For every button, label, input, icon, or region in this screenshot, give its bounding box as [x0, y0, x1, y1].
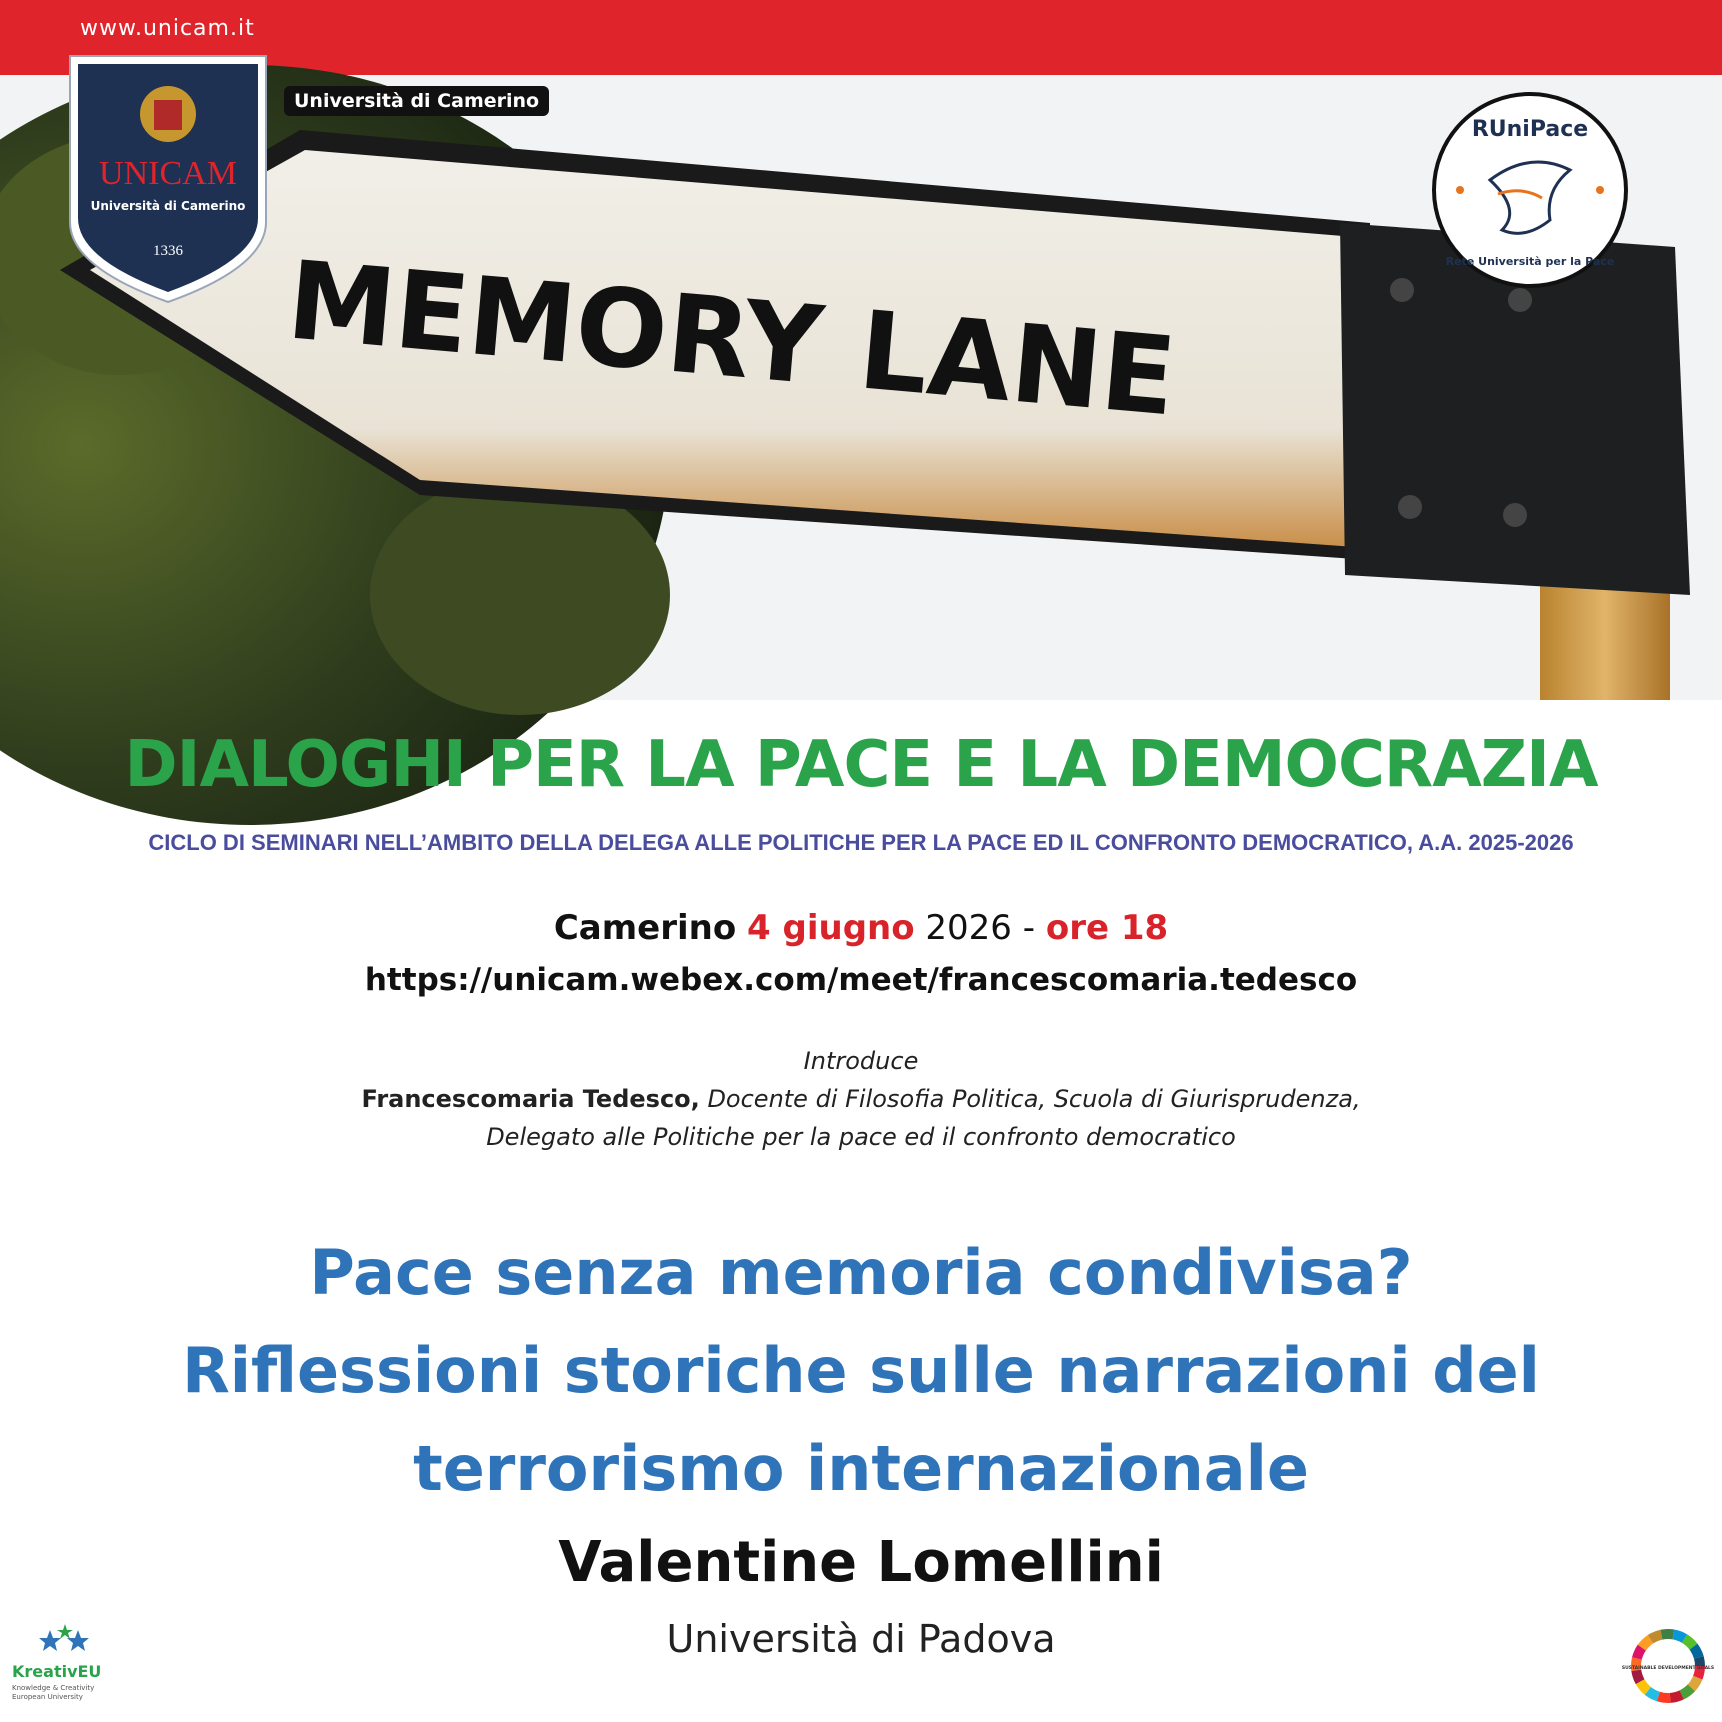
svg-text:SUSTAINABLE DEVELOPMENT GOALS: SUSTAINABLE DEVELOPMENT GOALS	[1621, 1666, 1715, 1671]
event-year: 2026	[925, 908, 1012, 948]
speaker-name: Valentine Lomellini	[558, 1530, 1164, 1595]
date-separator: -	[1022, 908, 1036, 948]
sign-text: MEMORY LANE	[282, 238, 1181, 441]
talk-title-line-1: Pace senza memoria condivisa?	[309, 1236, 1413, 1309]
talk-title	[0, 1224, 1722, 1518]
event-date-line	[0, 908, 1722, 948]
series-subtitle: CICLO DI SEMINARI NELL’AMBITO DELLA DELEGA ALLE POLITICHE PER LA PACE ED IL CONFRONTO DEMOCRATICO, A.A. 2025-2026	[148, 830, 1574, 855]
talk-title-line-3: terrorismo internazionale	[413, 1432, 1309, 1505]
intro-role-1: Docente di Filosofia Politica, Scuola di Giurisprudenza,	[707, 1085, 1361, 1113]
unicam-logo	[66, 52, 270, 304]
event-time: ore 18	[1045, 908, 1169, 948]
webex-link[interactable]: https://unicam.webex.com/meet/francescomaria.tedesco	[364, 962, 1358, 998]
kreativeu-tagline: Knowledge & Creativity European University	[12, 1684, 95, 1701]
runipace-logo	[1430, 90, 1630, 290]
talk-title-line-2: Riflessioni storiche sulle narrazioni del	[182, 1334, 1540, 1407]
kreativeu-name: KreativEU	[12, 1662, 102, 1681]
svg-text:Rete Università per la Pace: Rete Università per la Pace	[1445, 255, 1615, 268]
intro-role-2: Delegato alle Politiche per la pace ed il confronto democratico	[486, 1123, 1236, 1151]
svg-text:1336: 1336	[153, 243, 183, 259]
intro-label: Introduce	[803, 1047, 919, 1075]
series-title: DIALOGHI PER LA PACE E LA DEMOCRAZIA	[124, 728, 1598, 802]
sdg-wheel-icon	[1621, 1626, 1715, 1706]
svg-text:RUniPace: RUniPace	[1471, 117, 1589, 142]
intro-block	[0, 1042, 1722, 1156]
unicam-badge: Università di Camerino	[284, 86, 549, 116]
svg-text:UNICAM: UNICAM	[99, 155, 237, 192]
svg-text:Università di Camerino: Università di Camerino	[90, 199, 246, 213]
header-url: www.unicam.it	[80, 16, 255, 41]
speaker-affiliation: Università di Padova	[666, 1617, 1056, 1661]
event-day: 4 giugno	[747, 908, 915, 948]
intro-name: Francescomaria Tedesco,	[361, 1085, 700, 1113]
event-place: Camerino	[553, 908, 737, 948]
